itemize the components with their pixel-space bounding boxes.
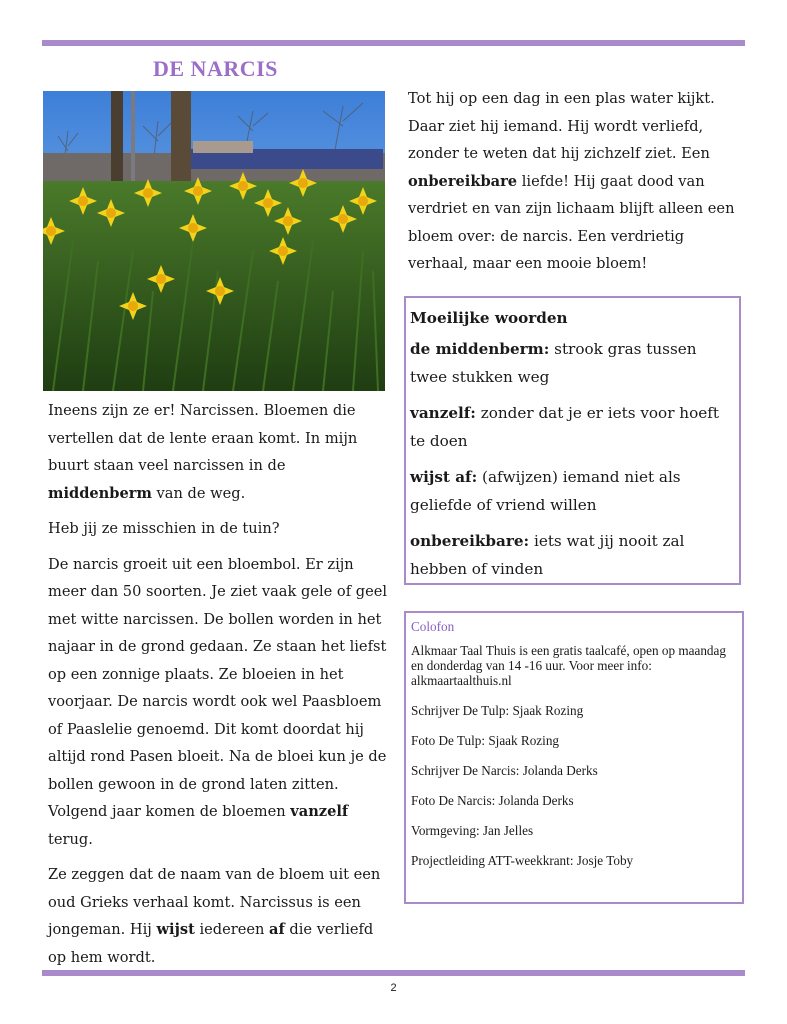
- top-divider: [42, 40, 745, 46]
- difficult-words-box: [404, 296, 741, 585]
- colofon-line: Foto De Narcis: Jolanda Derks: [411, 793, 574, 808]
- daffodil-photo: [43, 91, 385, 391]
- paragraph: Ze zeggen dat de naam van de bloem uit een oud Grieks verhaal komt. Narcissus is een jongeman. Hij wijst iedereen af die verliefd op hem wordt.: [48, 866, 381, 966]
- left-column-text: [48, 397, 388, 979]
- paragraph: Ineens zijn ze er! Narcissen. Bloemen die vertellen dat de lente eraan komt. In mijn buurt staan veel narcissen in de middenberm van de weg.: [48, 402, 358, 502]
- article-title: DE NARCIS: [153, 56, 278, 81]
- colofon-line: Projectleiding ATT-weekkrant: Josje Toby: [411, 853, 634, 868]
- right-column-text: [408, 85, 748, 278]
- page-number: 2: [390, 982, 397, 994]
- paragraph: De narcis groeit uit een bloembol. Er zijn meer dan 50 soorten. Je ziet vaak gele of geel met witte narcissen. De bollen worden in het najaar in de grond gedaan. Ze staan het liefst op een zonnige plaats. Ze bloeien in het voorjaar. De narcis wordt ook wel Paasbloem of Paaslelie genoemd. Dit komt doordat hij altijd rond Pasen bloeit. Na de bloei kun je de bollen gewoon in de grond laten zitten. Volgend jaar komen de bloemen vanzelf terug.: [48, 555, 388, 848]
- paragraph: Tot hij op een dag in een plas water kijkt. Daar ziet hij iemand. Hij wordt verliefd, zonder te weten dat hij zichzelf ziet. Een onbereikbare liefde! Hij gaat dood van verdriet en van zijn lichaam blijft alleen een bloem over: de narcis. Een verdrietig verhaal, maar een mooie bloem!: [408, 90, 735, 272]
- word-entry: wijst af: (afwijzen) iemand niet als geliefde of vriend willen: [410, 467, 681, 514]
- colofon-line: Alkmaar Taal Thuis is een gratis taalcafé, open op maandag en donderdag van 14 -16 uur. Voor meer info: alkmaartaalthuis.nl: [411, 643, 726, 688]
- colofon-line: Schrijver De Narcis: Jolanda Derks: [411, 763, 598, 778]
- word-entry: onbereikbare: iets wat jij nooit zal hebben of vinden: [410, 531, 685, 578]
- colofon-line: Foto De Tulp: Sjaak Rozing: [411, 733, 560, 748]
- bottom-divider: [42, 970, 745, 976]
- word-entry: vanzelf: zonder dat je er iets voor hoeft te doen: [410, 403, 719, 450]
- colofon-line: Schrijver De Tulp: Sjaak Rozing: [411, 703, 584, 718]
- word-entry: de middenberm: strook gras tussen twee stukken weg: [410, 339, 697, 386]
- paragraph: Heb jij ze misschien in de tuin?: [48, 520, 280, 537]
- box-header: Moeilijke woorden: [410, 309, 568, 327]
- colofon-line: Vormgeving: Jan Jelles: [411, 823, 534, 838]
- colofon-box: [404, 611, 744, 904]
- colofon-header: Colofon: [411, 619, 455, 634]
